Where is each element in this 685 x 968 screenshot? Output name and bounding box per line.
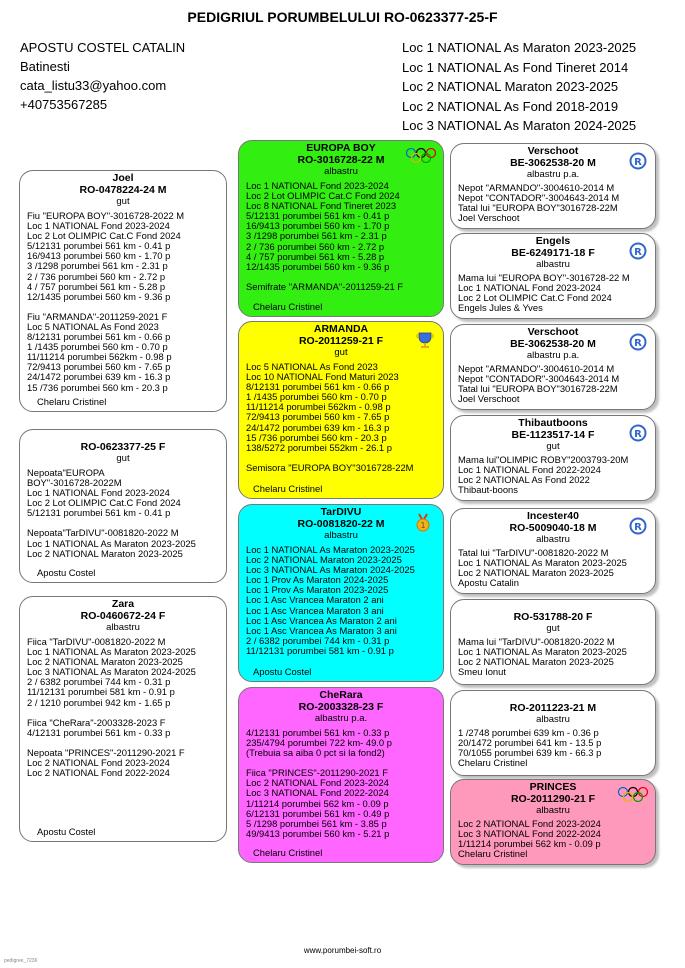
result-line: Loc 1 Prov As Maraton 2023-2025 xyxy=(246,584,389,596)
result-line: 4 / 757 porumbei 561 km - 5.28 p xyxy=(27,280,166,292)
result-line: 12/1435 porumbei 560 km - 9.36 p xyxy=(246,260,390,272)
ring-number: BE-3062538-20 M xyxy=(510,338,596,350)
result-line: Loc 1 NATIONAL Fond 2022-2024 xyxy=(458,464,601,476)
result-line: Loc 2 NATIONAL Maraton 2023-2025 xyxy=(27,656,183,668)
result-line: Nepot "ARMANDO"-3004610-2014 M xyxy=(458,363,615,374)
result-line: Loc 1 NATIONAL Fond 2023-2024 xyxy=(458,282,601,294)
pigeon-name: TarDIVU xyxy=(320,506,362,518)
result-line: Tatal lui "EUROPA BOY"3016728-22M xyxy=(458,202,618,214)
registered-icon xyxy=(629,333,647,351)
result-line: Loc 2 Lot OLIMPIC Cat.C Fond 2024 xyxy=(458,292,612,304)
result-line: Nepot "CONTADOR"-3004643-2014 M xyxy=(458,373,620,385)
result-line: 49/9413 porumbei 560 km - 5.21 p xyxy=(246,827,390,839)
result-line: Loc 1 Asc Vrancea Maraton 2 ani xyxy=(246,594,384,606)
result-line: Loc 3 NATIONAL As Maraton 2024-2025 xyxy=(246,564,415,576)
result-line: Fiica "CheRara"-2003328-2023 F xyxy=(27,716,166,728)
breeder-name: Chelaru Cristinel xyxy=(253,482,323,494)
pigeon-name: Zara xyxy=(111,598,135,610)
svg-text:1: 1 xyxy=(420,521,426,530)
pigeon-color: albastru xyxy=(536,805,570,816)
pigeon-name: CheRara xyxy=(319,689,363,701)
owner-phone: +40753567285 xyxy=(20,97,108,112)
result-line: 3 /1298 porumbei 561 km - 2.31 p xyxy=(27,260,168,272)
pigeon-color: albastru xyxy=(106,622,140,633)
result-line: 2 / 6382 porumbei 744 km - 0.31 p xyxy=(246,634,390,646)
result-line: 72/9413 porumbei 560 km - 7.65 p xyxy=(27,361,171,373)
ring-number: RO-5009040-18 M xyxy=(509,522,597,534)
result-line: Loc 2 Lot OLIMPIC Cat.C Fond 2024 xyxy=(27,230,181,242)
breeder-name: Smeu Ionut xyxy=(458,666,506,678)
result-line: 1 /1435 porumbei 560 km - 0.70 p xyxy=(27,341,168,353)
result-line: 11/11214 porumbei 562km - 0.98 p xyxy=(246,401,391,413)
result-line: Loc 1 NATIONAL As Maraton 2023-2025 xyxy=(458,557,627,569)
svg-text:R: R xyxy=(634,522,642,533)
result-line: 2 / 6382 porumbei 744 km - 0.31 p xyxy=(27,676,171,688)
result-line: Loc 1 NATIONAL As Maraton 2023-2025 xyxy=(27,646,196,658)
result-line: 15 /736 porumbei 560 km - 20.3 p xyxy=(27,381,168,393)
result-line: Semifrate "ARMANDA"-2011259-21 F xyxy=(246,280,404,292)
card-ggp-5[interactable] xyxy=(450,508,656,594)
card-mother[interactable] xyxy=(19,596,227,842)
result-line: Loc 5 NATIONAL As Fond 2023 xyxy=(246,361,378,372)
result-line: 138/5272 porumbei 552km - 26.1 p xyxy=(246,441,392,453)
result-line: Nepoata"TarDIVU"-0081820-2022 M xyxy=(27,527,179,539)
result-line: Tatal lui "EUROPA BOY"3016728-22M xyxy=(458,383,618,395)
pigeon-color: albastru p.a. xyxy=(314,713,368,724)
card-ggp-8[interactable] xyxy=(450,779,656,865)
breeder-name: Apostu Costel xyxy=(37,825,96,837)
result-item: Loc 1 NATIONAL As Maraton 2023-2025 xyxy=(402,40,637,55)
result-item: Loc 2 NATIONAL As Fond 2018-2019 xyxy=(402,98,619,114)
result-line: Loc 2 Lot OLIMPIC Cat.C Fond 2024 xyxy=(246,190,400,202)
card-ggp-1[interactable] xyxy=(450,143,656,229)
result-line: 16/9413 porumbei 560 km - 1.70 p xyxy=(246,220,390,232)
pigeon-color: gut xyxy=(116,453,130,464)
result-line: Loc 2 NATIONAL Maraton 2023-2025 xyxy=(27,547,183,559)
ring-number: RO-531788-20 F xyxy=(513,611,593,623)
result-line: 1/11214 porumbei 562 km - 0.09 p xyxy=(458,838,601,850)
result-line: Loc 1 Prov As Maraton 2024-2025 xyxy=(246,574,389,586)
pigeon-color: albastru xyxy=(324,530,358,541)
result-line: Fiu "ARMANDA"-2011259-2021 F xyxy=(27,310,168,322)
result-line: 5/12131 porumbei 561 km - 0.41 p xyxy=(27,240,171,252)
ring-number: RO-2011223-21 M xyxy=(509,702,597,714)
page-title: PEDIGRIUL PORUMBELULUI RO-0623377-25-F xyxy=(187,9,498,25)
ring-number: RO-2011259-21 F xyxy=(298,335,384,347)
pigeon-color: albastru p.a. xyxy=(526,350,580,361)
result-line: 11/11214 porumbei 562km - 0.98 p xyxy=(27,351,172,363)
result-item: Loc 1 NATIONAL As Fond Tineret 2014 xyxy=(402,59,629,75)
olympic-rings-icon xyxy=(405,147,437,165)
result-line: 5 /1298 porumbei 561 km - 3.85 p xyxy=(246,817,387,829)
pigeon-color: gut xyxy=(116,196,130,207)
pigeon-color: gut xyxy=(546,441,560,452)
breeder-name: Joel Verschoot xyxy=(458,212,520,224)
breeder-name: Chelaru Cristinel xyxy=(458,757,528,769)
registered-icon xyxy=(629,517,647,535)
result-line: Loc 5 NATIONAL As Fond 2023 xyxy=(27,320,159,332)
result-line: 5/12131 porumbei 561 km - 0.41 p xyxy=(246,210,390,222)
result-line: Loc 1 NATIONAL Fond 2023-2024 xyxy=(246,180,389,191)
card-ggp-7[interactable] xyxy=(450,690,656,776)
result-line: 1 /2748 porumbei 639 km - 0.36 p xyxy=(458,727,599,738)
result-line: 1 /1435 porumbei 560 km - 0.70 p xyxy=(246,391,387,403)
result-line: Mama lui "TarDIVU"-0081820-2022 M xyxy=(458,636,615,647)
pigeon-name: ARMANDA xyxy=(313,323,369,335)
result-line: 70/1055 porumbei 639 km - 66.3 p xyxy=(458,747,602,759)
olympic-rings-icon xyxy=(617,786,649,804)
pigeon-color: albastru xyxy=(536,259,570,270)
result-line: Loc 1 NATIONAL Fond 2023-2024 xyxy=(27,220,170,232)
registered-icon xyxy=(629,242,647,260)
result-line: Loc 10 NATIONAL Fond Maturi 2023 xyxy=(246,371,399,383)
result-line: 24/1472 porumbei 639 km - 16.3 p xyxy=(246,421,390,433)
result-line: 1/11214 porumbei 562 km - 0.09 p xyxy=(246,797,389,809)
ring-number: RO-0623377-25 F xyxy=(80,441,166,453)
pigeon-name: Engels xyxy=(535,235,571,247)
card-ggp-3[interactable] xyxy=(450,324,656,410)
result-line: Loc 3 NATIONAL As Maraton 2024-2025 xyxy=(27,666,196,678)
result-line: Loc 2 NATIONAL As Fond 2022 xyxy=(458,474,590,486)
result-line: Loc 2 NATIONAL Maraton 2023-2025 xyxy=(458,656,614,668)
result-line: 15 /736 porumbei 560 km - 20.3 p xyxy=(246,431,387,443)
result-line: Loc 2 NATIONAL Fond 2023-2024 xyxy=(458,818,601,829)
result-line: 16/9413 porumbei 560 km - 1.70 p xyxy=(27,250,171,262)
svg-text:R: R xyxy=(634,338,642,349)
result-line: Loc 8 NATIONAL Fond Tineret 2023 xyxy=(246,200,397,212)
result-line: BOY"-3016728-2022M xyxy=(27,477,122,489)
breeder-name: Chelaru Cristinel xyxy=(458,848,528,860)
breeder-name: Apostu Costel xyxy=(253,665,312,677)
result-line: Loc 1 Asc Vrancea As Maraton 3 ani xyxy=(246,624,397,636)
ring-number: RO-0081820-22 M xyxy=(297,518,385,530)
result-line: Loc 3 NATIONAL Fond 2022-2024 xyxy=(458,828,601,840)
result-line: 12/1435 porumbei 560 km - 9.36 p xyxy=(27,290,171,302)
ring-number: RO-0478224-24 M xyxy=(79,184,167,196)
pigeon-name: Verschoot xyxy=(527,145,579,157)
pigeon-color: gut xyxy=(334,347,348,358)
svg-text:R: R xyxy=(634,157,642,168)
card-paternal-grandfather[interactable] xyxy=(238,140,444,317)
registered-icon xyxy=(629,152,647,170)
card-maternal-grandmother[interactable] xyxy=(238,687,444,863)
result-line: Loc 1 Asc Vrancea Maraton 3 ani xyxy=(246,604,384,616)
pigeon-name: Incester40 xyxy=(527,510,579,522)
ring-number: RO-0460672-24 F xyxy=(80,610,166,622)
result-line: 4 / 757 porumbei 561 km - 5.28 p xyxy=(246,250,385,262)
card-subject[interactable] xyxy=(19,429,227,583)
medal-icon xyxy=(413,513,433,533)
result-line: 5/12131 porumbei 561 km - 0.41 p xyxy=(27,507,171,519)
result-line: Fiu "EUROPA BOY"-3016728-2022 M xyxy=(27,210,185,221)
breeder-name: Apostu Costel xyxy=(37,566,96,578)
ring-number: RO-3016728-22 M xyxy=(297,154,385,166)
corner-tag: pedigree_7236 xyxy=(4,958,38,964)
result-item: Loc 3 NATIONAL As Maraton 2024-2025 xyxy=(402,118,637,133)
pigeon-name: Joel xyxy=(112,172,134,184)
pigeon-color: albastru xyxy=(324,166,358,177)
pigeon-color: albastru xyxy=(536,534,570,545)
result-line: 2 / 1210 porumbei 942 km - 1.65 p xyxy=(27,696,171,708)
result-line: Loc 2 NATIONAL Fond 2022-2024 xyxy=(27,767,170,779)
result-line: 20/1472 porumbei 641 km - 13.5 p xyxy=(458,737,602,749)
result-line: Loc 1 NATIONAL As Maraton 2023-2025 xyxy=(246,544,415,555)
result-line: Loc 2 Lot OLIMPIC Cat.C Fond 2024 xyxy=(27,497,181,509)
trophy-icon xyxy=(415,330,435,350)
result-line: 11/12131 porumbei 581 km - 0.91 p xyxy=(27,686,175,698)
result-line: Mama lui"OLIMPIC ROBY"2003793-20M xyxy=(458,454,629,465)
result-line: Loc 2 NATIONAL Fond 2023-2024 xyxy=(246,777,389,789)
owner-info xyxy=(20,38,185,114)
owner-email[interactable]: cata_listu33@yahoo.com xyxy=(20,78,167,93)
svg-text:R: R xyxy=(634,429,642,440)
result-line: Loc 1 NATIONAL As Maraton 2023-2025 xyxy=(458,646,627,658)
breeder-name: Chelaru Cristinel xyxy=(253,846,323,858)
owner-city: Batinesti xyxy=(20,59,70,74)
result-line: 6/12131 porumbei 561 km - 0.49 p xyxy=(246,807,390,819)
breeder-name: Engels Jules & Yves xyxy=(458,302,543,314)
result-line: 3 /1298 porumbei 561 km - 2.31 p xyxy=(246,230,387,242)
card-maternal-grandfather[interactable] xyxy=(238,504,444,682)
result-line: 8/12131 porumbei 561 km - 0.66 p xyxy=(246,381,390,393)
card-ggp-2[interactable] xyxy=(450,233,656,319)
ring-number: BE-6249171-18 F xyxy=(511,247,595,259)
pigeon-color: gut xyxy=(546,623,560,634)
owner-name: APOSTU COSTEL CATALIN xyxy=(20,40,186,55)
results-list xyxy=(402,38,636,136)
pigeon-name: Thibautboons xyxy=(518,417,588,429)
result-line: 2 / 736 porumbei 560 km - 2.72 p xyxy=(246,240,385,252)
result-line: Loc 3 NATIONAL Fond 2022-2024 xyxy=(246,787,389,799)
result-line: Nepot "CONTADOR"-3004643-2014 M xyxy=(458,192,620,204)
ring-number: RO-2011290-21 F xyxy=(510,793,596,805)
result-line: Mama lui "EUROPA BOY"-3016728-22 M xyxy=(458,272,630,283)
breeder-name: Apostu Catalin xyxy=(458,577,519,589)
result-line: 11/12131 porumbei 581 km - 0.91 p xyxy=(246,644,394,656)
result-line: (Trebuia sa aiba 0 pct si la fond2) xyxy=(246,747,385,759)
result-line: 8/12131 porumbei 561 km - 0.66 p xyxy=(27,331,171,343)
result-line: 72/9413 porumbei 560 km - 7.65 p xyxy=(246,411,390,423)
result-item: Loc 2 NATIONAL Maraton 2023-2025 xyxy=(402,79,619,94)
svg-text:R: R xyxy=(634,247,642,258)
pigeon-name: Verschoot xyxy=(527,326,579,338)
result-line: Nepoata"EUROPA xyxy=(27,467,105,478)
pigeon-color: albastru xyxy=(536,714,570,725)
result-line: Loc 2 NATIONAL Maraton 2023-2025 xyxy=(458,567,614,579)
pigeon-name: EUROPA BOY xyxy=(306,142,376,154)
result-line: 4/12131 porumbei 561 km - 0.33 p xyxy=(27,726,171,738)
pigeon-color: albastru p.a. xyxy=(526,169,580,180)
pigeon-name: PRINCES xyxy=(529,781,577,793)
result-line: Loc 1 Asc Vrancea As Maraton 2 ani xyxy=(246,614,397,626)
breeder-name: Thibaut-boons xyxy=(458,484,518,496)
footer-url[interactable]: www.porumbei-soft.ro xyxy=(303,946,382,955)
result-line: Semisora "EUROPA BOY"3016728-22M xyxy=(246,461,414,473)
result-line: 24/1472 porumbei 639 km - 16.3 p xyxy=(27,371,171,383)
ring-number: BE-3062538-20 M xyxy=(510,157,596,169)
card-ggp-6[interactable] xyxy=(450,599,656,685)
result-line: Nepoata "PRINCES"-2011290-2021 F xyxy=(27,746,185,758)
breeder-name: Chelaru Cristinel xyxy=(253,300,323,312)
result-line: Loc 1 NATIONAL As Maraton 2023-2025 xyxy=(27,537,196,549)
result-line: Fiica "PRINCES"-2011290-2021 F xyxy=(246,767,388,779)
result-line: Loc 2 NATIONAL Fond 2023-2024 xyxy=(27,756,170,768)
result-line: Loc 1 NATIONAL Fond 2023-2024 xyxy=(27,487,170,499)
result-line: 4/12131 porumbei 561 km - 0.33 p xyxy=(246,727,390,738)
card-paternal-grandmother[interactable] xyxy=(238,321,444,499)
result-line: 2 / 736 porumbei 560 km - 2.72 p xyxy=(27,270,166,282)
ring-number: RO-2003328-23 F xyxy=(298,701,384,713)
card-father[interactable] xyxy=(19,170,227,412)
result-line: 235/4794 porumbei 722 km- 49.0 p xyxy=(246,737,392,749)
result-line: Nepot "ARMANDO"-3004610-2014 M xyxy=(458,182,615,193)
registered-icon xyxy=(629,424,647,442)
result-line: Fiica "TarDIVU"-0081820-2022 M xyxy=(27,636,166,647)
breeder-name: Joel Verschoot xyxy=(458,393,520,405)
result-line: Loc 2 NATIONAL Maraton 2023-2025 xyxy=(246,554,402,566)
card-ggp-4[interactable] xyxy=(450,415,656,501)
ring-number: BE-1123517-14 F xyxy=(511,429,595,441)
breeder-name: Chelaru Cristinel xyxy=(37,395,107,407)
result-line: Tatal lui "TarDIVU"-0081820-2022 M xyxy=(458,547,609,558)
